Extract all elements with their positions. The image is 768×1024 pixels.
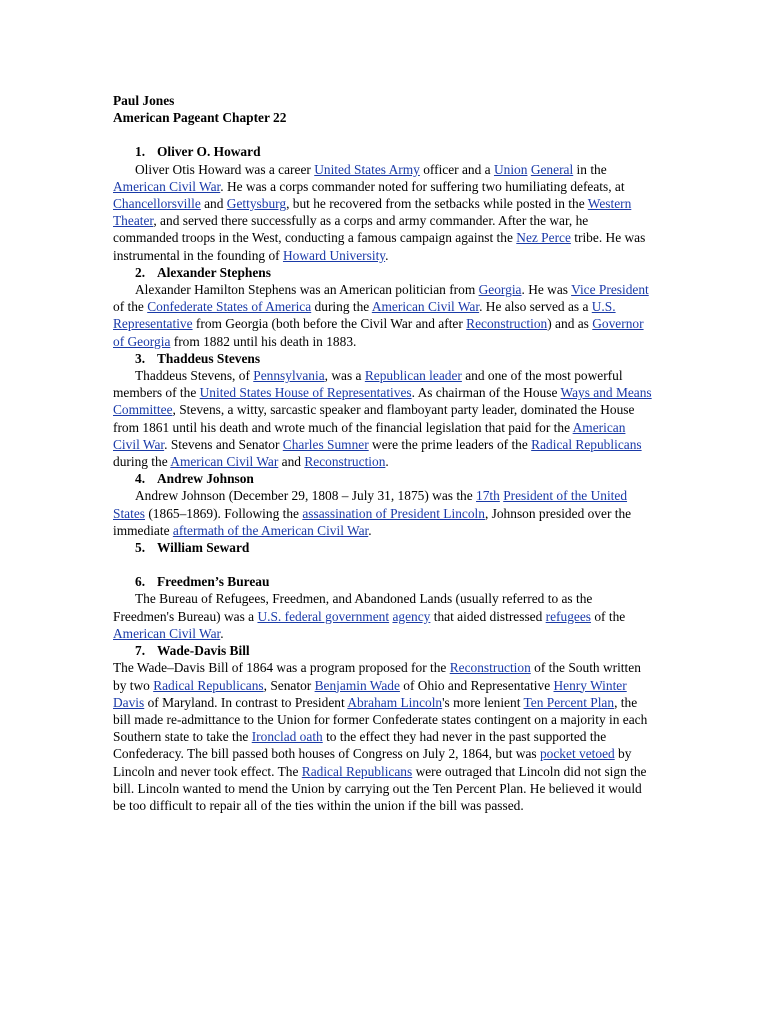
hyperlink[interactable]: refugees <box>545 608 592 624</box>
paragraph-text: that aided distressed <box>430 608 546 624</box>
paragraph-text: , the bill made re-admittance to the Union for former Confederate states contingent on a majority in each Southern state to take the <box>113 694 648 745</box>
hyperlink[interactable]: Howard University <box>282 247 386 263</box>
paragraph-text: The Wade–Davis Bill of 1864 was a program proposed for the <box>113 660 450 676</box>
paragraph-text: and one of the most powerful members of the <box>113 368 623 401</box>
section-paragraph <box>113 590 653 642</box>
section-number: 5. <box>135 540 146 556</box>
paragraph-text: , but he recovered from the setbacks while posted in the <box>286 196 588 212</box>
hyperlink[interactable]: Benjamin Wade <box>314 677 400 693</box>
document-title: American Pageant Chapter 22 <box>113 110 287 126</box>
paragraph-text: . Stevens and Senator <box>164 436 283 452</box>
hyperlink[interactable]: Reconstruction <box>304 454 386 470</box>
section-heading <box>113 350 653 367</box>
section-title: William Seward <box>157 540 250 556</box>
paragraph-text: . <box>368 522 372 538</box>
hyperlink[interactable]: General <box>530 161 574 177</box>
paragraph-text: of Ohio and Representative <box>399 677 554 693</box>
paragraph-text: to the effect they had never in the past supported the Confederacy. The bill passed both houses of Congress on July 2, 1864, but was <box>113 729 607 762</box>
section-heading <box>113 264 653 281</box>
hyperlink[interactable]: Radical Republicans <box>301 763 413 779</box>
section-title: Oliver O. Howard <box>157 144 261 160</box>
hyperlink[interactable]: Chancellorsville <box>113 196 201 212</box>
paragraph-text: ) and as <box>547 316 593 332</box>
paragraph-text: in the <box>573 161 607 177</box>
hyperlink[interactable]: Reconstruction <box>449 660 531 676</box>
section-number: 7. <box>135 643 146 659</box>
section-title: Wade-Davis Bill <box>157 643 250 659</box>
paragraph-text: of the <box>113 299 148 315</box>
paragraph-text: , Johnson presided over the immediate <box>113 505 632 538</box>
hyperlink[interactable]: Confederate States of America <box>147 299 312 315</box>
paragraph-text: of Maryland. In contrast to President <box>144 694 348 710</box>
paragraph-text: were the prime leaders of the <box>368 436 532 452</box>
hyperlink[interactable]: Republican leader <box>364 368 462 384</box>
spacer <box>113 556 653 573</box>
section-number: 3. <box>135 350 146 366</box>
hyperlink[interactable]: assassination of President Lincoln <box>302 505 485 521</box>
hyperlink[interactable]: American Civil War <box>113 419 626 452</box>
hyperlink[interactable]: Henry Winter Davis <box>113 677 627 710</box>
paragraph-text: . He was <box>521 282 572 298</box>
paragraph-text: , and served there successfully as a corps and army commander. After the war, he commanded troops in the West, conducting a famous campaign against the <box>113 213 589 246</box>
document-page <box>113 92 653 814</box>
paragraph-text: of the <box>591 608 626 624</box>
paragraph-text: during the <box>311 299 372 315</box>
hyperlink[interactable]: American Civil War <box>170 454 279 470</box>
section-number: 4. <box>135 471 146 487</box>
hyperlink[interactable]: United States Army <box>314 161 420 177</box>
section-heading <box>113 143 653 160</box>
section-paragraph <box>113 487 653 539</box>
section-number: 2. <box>135 264 146 280</box>
hyperlink[interactable]: pocket vetoed <box>539 746 615 762</box>
section-title: Alexander Stephens <box>157 264 271 280</box>
paragraph-text: , Stevens, a witty, sarcastic speaker and flamboyant party leader, dominated the House from 1861 until his death and wrote much of the financial legislation that paid for the <box>113 402 635 435</box>
paragraph-text: , Senator <box>263 677 315 693</box>
hyperlink[interactable]: Georgia <box>478 282 522 298</box>
hyperlink[interactable]: American Civil War <box>113 178 221 194</box>
section-heading <box>113 539 653 556</box>
hyperlink[interactable]: Vice President <box>571 282 649 298</box>
paragraph-text: during the <box>113 454 171 470</box>
hyperlink[interactable]: American Civil War <box>113 625 221 641</box>
hyperlink[interactable]: President of the United States <box>113 488 628 521</box>
hyperlink[interactable]: Western Theater <box>113 196 632 229</box>
section-heading <box>113 642 653 659</box>
hyperlink[interactable]: Charles Sumner <box>282 436 369 452</box>
hyperlink[interactable]: Radical Republicans <box>153 677 264 693</box>
section-title: Thaddeus Stevens <box>157 350 261 366</box>
paragraph-text: (1865–1869). Following the <box>145 505 303 521</box>
paragraph-text: . <box>385 454 389 470</box>
section-heading <box>113 470 653 487</box>
hyperlink[interactable]: 17th <box>476 488 500 504</box>
paragraph-text: Thaddeus Stevens, of <box>135 368 254 384</box>
paragraph-text: and <box>200 196 227 212</box>
paragraph-text: officer and a <box>419 161 494 177</box>
paragraph-text: tribe. He was instrumental in the founding of <box>113 230 646 263</box>
hyperlink[interactable]: Union <box>493 161 528 177</box>
paragraph-text: , was a <box>324 368 365 384</box>
paragraph-text: . He also served as a <box>479 299 592 315</box>
author-name: Paul Jones <box>113 93 175 108</box>
hyperlink[interactable]: aftermath of the American Civil War <box>172 522 369 538</box>
hyperlink[interactable]: Ten Percent Plan <box>523 694 615 710</box>
hyperlink[interactable]: American Civil War <box>371 299 480 315</box>
hyperlink[interactable]: agency <box>392 608 431 624</box>
hyperlink[interactable]: Gettysburg <box>226 196 287 212</box>
hyperlink[interactable]: Pennsylvania <box>253 368 325 384</box>
hyperlink[interactable]: Reconstruction <box>466 316 548 332</box>
paragraph-text: . He was a corps commander noted for suffering two humiliating defeats, at <box>220 178 625 194</box>
paragraph-text: 's more lenient <box>442 694 524 710</box>
section-heading <box>113 573 653 590</box>
paragraph-text: of the South written by two <box>113 660 641 693</box>
paragraph-text: by Lincoln and never took effect. The <box>113 746 632 779</box>
paragraph-text: The Bureau of Refugees, Freedmen, and Abandoned Lands (usually referred to as the Freedmen's Bureau) was a <box>113 591 593 624</box>
hyperlink[interactable]: Ironclad oath <box>251 729 323 745</box>
hyperlink[interactable]: Ways and Means Committee <box>113 385 652 418</box>
paragraph-text: from 1882 until his death in 1883. <box>170 333 357 349</box>
section-paragraph <box>113 659 653 814</box>
section-title: Andrew Johnson <box>157 471 254 487</box>
section-number: 1. <box>135 144 146 160</box>
hyperlink[interactable]: U.S. Representative <box>113 299 616 332</box>
paragraph-text: . <box>220 625 224 641</box>
hyperlink[interactable]: Radical Republicans <box>531 436 642 452</box>
hyperlink[interactable]: Nez Perce <box>516 230 571 246</box>
paragraph-text: Oliver Otis Howard was a career <box>135 161 315 177</box>
section-paragraph <box>113 281 653 350</box>
paragraph-text: and <box>278 454 305 470</box>
spacer <box>113 126 653 143</box>
paragraph-text: Andrew Johnson (December 29, 1808 – July 31, 1875) was the <box>135 488 477 504</box>
paragraph-text: . <box>385 247 389 263</box>
section-number: 6. <box>135 574 146 590</box>
section-title: Freedmen’s Bureau <box>157 574 270 590</box>
hyperlink[interactable]: Abraham Lincoln <box>347 694 443 710</box>
section-paragraph <box>113 161 653 264</box>
paragraph-text: . As chairman of the House <box>411 385 561 401</box>
section-paragraph <box>113 367 653 470</box>
hyperlink[interactable]: U.S. federal government <box>257 608 390 624</box>
paragraph-text: Alexander Hamilton Stephens was an American politician from <box>135 282 479 298</box>
hyperlink[interactable]: Governor of Georgia <box>113 316 644 349</box>
paragraph-text: from Georgia (both before the Civil War and after <box>192 316 467 332</box>
hyperlink[interactable]: United States House of Representatives <box>199 385 412 401</box>
section-list <box>113 143 653 814</box>
paragraph-text: were outraged that Lincoln did not sign the bill. Lincoln wanted to mend the Union by carrying out the Ten Percent Plan. He believed it would be too difficult to repair all of the ties within the union if the bill was passed. <box>113 763 647 813</box>
